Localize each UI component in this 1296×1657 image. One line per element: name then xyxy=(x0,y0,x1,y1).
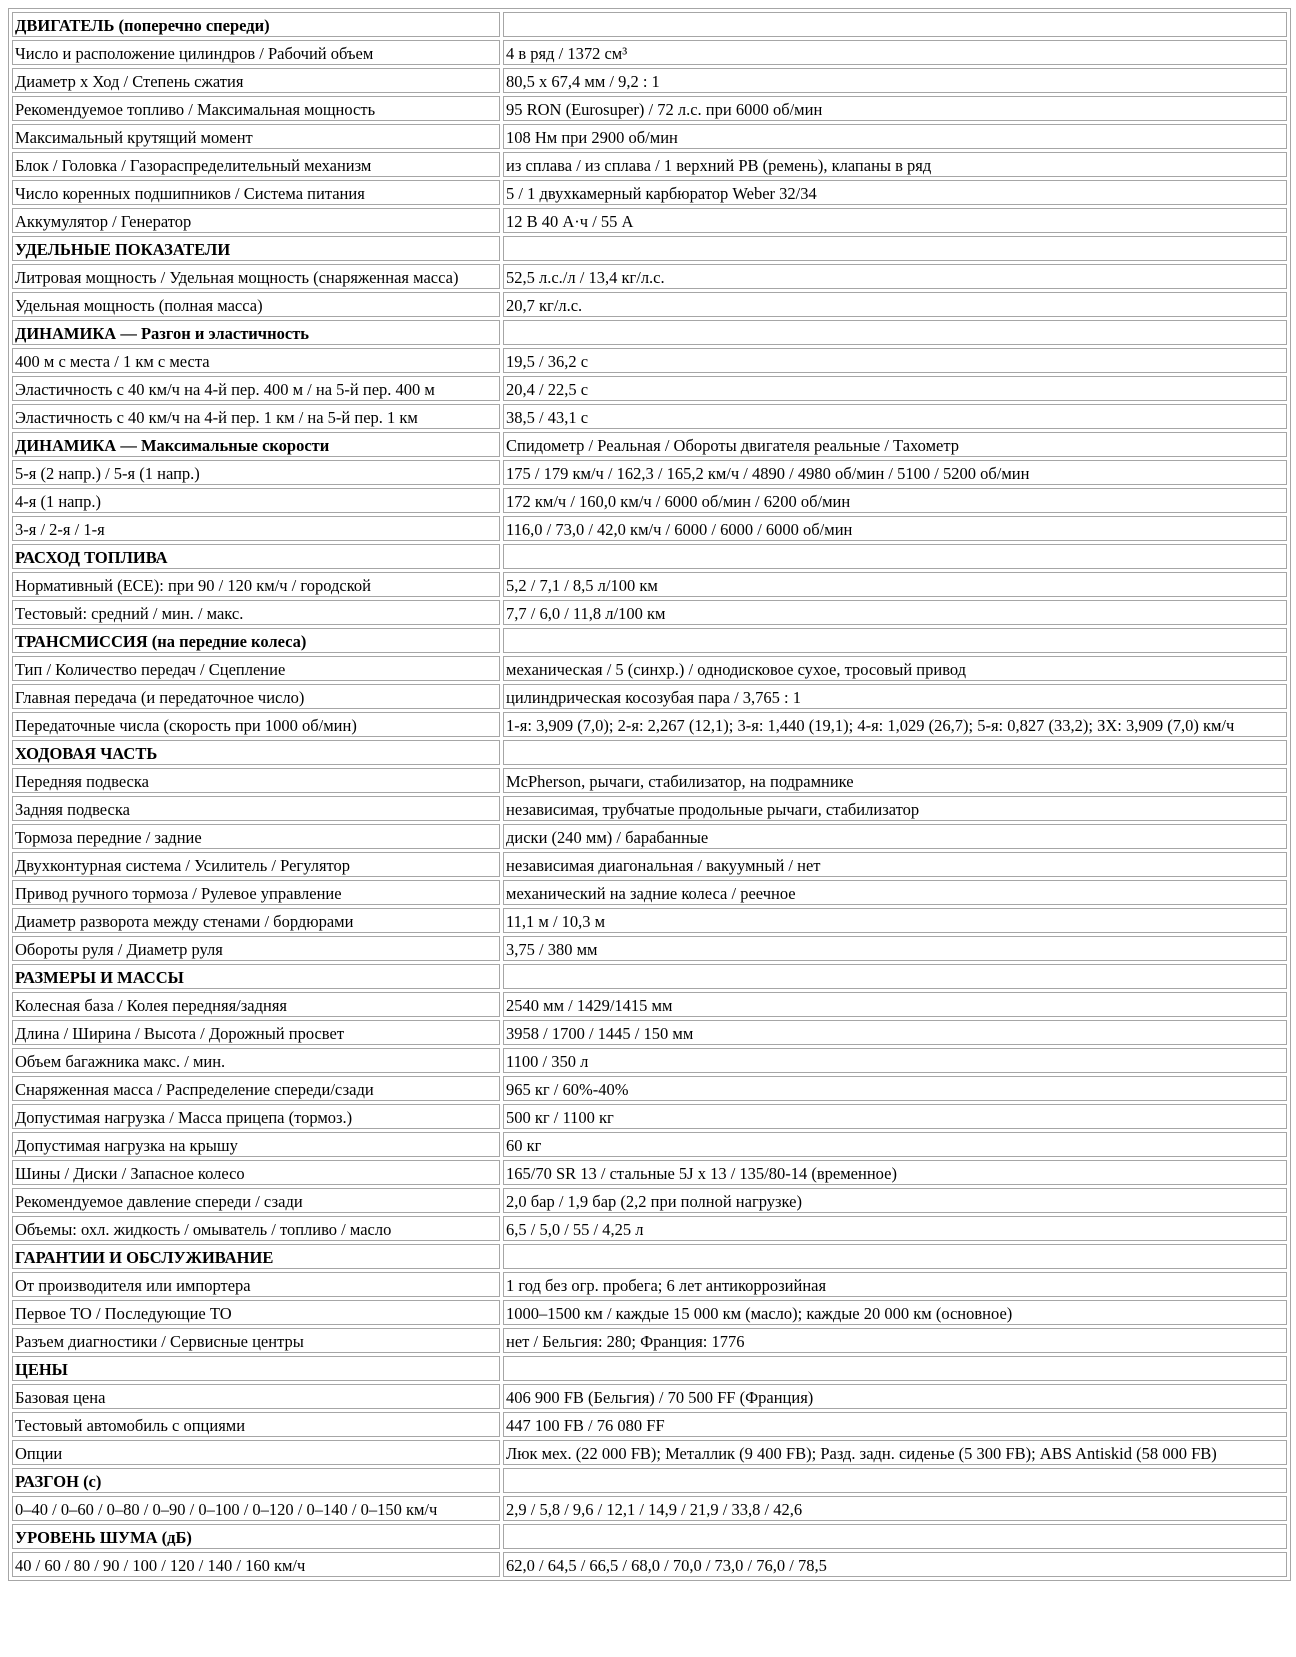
table-row xyxy=(12,152,1287,177)
row-label: Тормоза передние / задние xyxy=(12,824,500,849)
table-row xyxy=(12,1216,1287,1241)
table-row xyxy=(12,1104,1287,1129)
row-value: 3958 / 1700 / 1445 / 150 мм xyxy=(503,1020,1287,1045)
row-value: 500 кг / 1100 кг xyxy=(503,1104,1287,1129)
row-label: Нормативный (ECE): при 90 / 120 км/ч / городской xyxy=(12,572,500,597)
row-value: механическая / 5 (синхр.) / однодисковое сухое, тросовый привод xyxy=(503,656,1287,681)
table-row xyxy=(12,1160,1287,1185)
row-value: 2,9 / 5,8 / 9,6 / 12,1 / 14,9 / 21,9 / 33,8 / 42,6 xyxy=(503,1496,1287,1521)
section-value xyxy=(503,1524,1287,1549)
row-label: Колесная база / Колея передняя/задняя xyxy=(12,992,500,1017)
row-value: 1000–1500 км / каждые 15 000 км (масло); каждые 20 000 км (основное) xyxy=(503,1300,1287,1325)
row-label: Обороты руля / Диаметр руля xyxy=(12,936,500,961)
row-label: Привод ручного тормоза / Рулевое управление xyxy=(12,880,500,905)
table-row xyxy=(12,124,1287,149)
row-value: 2540 мм / 1429/1415 мм xyxy=(503,992,1287,1017)
row-value: цилиндрическая косозубая пара / 3,765 : 1 xyxy=(503,684,1287,709)
row-value: 11,1 м / 10,3 м xyxy=(503,908,1287,933)
row-value: 965 кг / 60%-40% xyxy=(503,1076,1287,1101)
table-row xyxy=(12,684,1287,709)
row-value: 108 Нм при 2900 об/мин xyxy=(503,124,1287,149)
row-label: Рекомендуемое давление спереди / сзади xyxy=(12,1188,500,1213)
table-row xyxy=(12,572,1287,597)
table-row xyxy=(12,40,1287,65)
row-label: Шины / Диски / Запасное колесо xyxy=(12,1160,500,1185)
row-label: Аккумулятор / Генератор xyxy=(12,208,500,233)
row-value: 172 км/ч / 160,0 км/ч / 6000 об/мин / 6200 об/мин xyxy=(503,488,1287,513)
section-title: ДИНАМИКА — Максимальные скорости xyxy=(12,432,500,457)
row-value: диски (240 мм) / барабанные xyxy=(503,824,1287,849)
table-row xyxy=(12,96,1287,121)
row-label: Литровая мощность / Удельная мощность (снаряженная масса) xyxy=(12,264,500,289)
row-value: 1-я: 3,909 (7,0); 2-я: 2,267 (12,1); 3-я: 1,440 (19,1); 4-я: 1,029 (26,7); 5-я: 0,827 (33,2); ЗХ: 3,909 (7,0) км/ч xyxy=(503,712,1287,737)
row-label: Длина / Ширина / Высота / Дорожный просвет xyxy=(12,1020,500,1045)
table-row xyxy=(12,1076,1287,1101)
table-row xyxy=(12,1384,1287,1409)
table-row xyxy=(12,712,1287,737)
row-label: Базовая цена xyxy=(12,1384,500,1409)
row-value: независимая, трубчатые продольные рычаги, стабилизатор xyxy=(503,796,1287,821)
table-row xyxy=(12,1188,1287,1213)
section-value xyxy=(503,1468,1287,1493)
row-value: 20,7 кг/л.с. xyxy=(503,292,1287,317)
section-value xyxy=(503,628,1287,653)
table-row xyxy=(12,1440,1287,1465)
row-label: Разъем диагностики / Сервисные центры xyxy=(12,1328,500,1353)
section-title: ХОДОВАЯ ЧАСТЬ xyxy=(12,740,500,765)
table-row xyxy=(12,376,1287,401)
row-value: независимая диагональная / вакуумный / нет xyxy=(503,852,1287,877)
row-label: Задняя подвеска xyxy=(12,796,500,821)
row-label: Передняя подвеска xyxy=(12,768,500,793)
table-row xyxy=(12,404,1287,429)
row-label: Диаметр разворота между стенами / бордюрами xyxy=(12,908,500,933)
table-row xyxy=(12,908,1287,933)
row-value: 60 кг xyxy=(503,1132,1287,1157)
section-header-row xyxy=(12,236,1287,261)
row-value: 116,0 / 73,0 / 42,0 км/ч / 6000 / 6000 / 6000 об/мин xyxy=(503,516,1287,541)
section-header-row xyxy=(12,1468,1287,1493)
row-label: 40 / 60 / 80 / 90 / 100 / 120 / 140 / 160 км/ч xyxy=(12,1552,500,1577)
row-label: Удельная мощность (полная масса) xyxy=(12,292,500,317)
section-value xyxy=(503,12,1287,37)
section-value xyxy=(503,1244,1287,1269)
row-value: 38,5 / 43,1 с xyxy=(503,404,1287,429)
section-title: ЦЕНЫ xyxy=(12,1356,500,1381)
row-value: 406 900 FB (Бельгия) / 70 500 FF (Франция) xyxy=(503,1384,1287,1409)
row-value: 3,75 / 380 мм xyxy=(503,936,1287,961)
table-row xyxy=(12,796,1287,821)
row-value: механический на задние колеса / реечное xyxy=(503,880,1287,905)
row-value: 447 100 FB / 76 080 FF xyxy=(503,1412,1287,1437)
row-label: Объемы: охл. жидкость / омыватель / топливо / масло xyxy=(12,1216,500,1241)
table-row xyxy=(12,824,1287,849)
section-title: УРОВЕНЬ ШУМА (дБ) xyxy=(12,1524,500,1549)
table-row xyxy=(12,488,1287,513)
row-label: Допустимая нагрузка на крышу xyxy=(12,1132,500,1157)
section-header-row xyxy=(12,628,1287,653)
table-row xyxy=(12,1048,1287,1073)
table-row xyxy=(12,1328,1287,1353)
row-label: Диаметр x Ход / Степень сжатия xyxy=(12,68,500,93)
section-header-row xyxy=(12,12,1287,37)
section-header-row xyxy=(12,1244,1287,1269)
table-row xyxy=(12,264,1287,289)
section-value xyxy=(503,320,1287,345)
section-header-row xyxy=(12,544,1287,569)
row-label: Передаточные числа (скорость при 1000 об/мин) xyxy=(12,712,500,737)
section-title: УДЕЛЬНЫЕ ПОКАЗАТЕЛИ xyxy=(12,236,500,261)
section-value xyxy=(503,1356,1287,1381)
row-value: 165/70 SR 13 / стальные 5J x 13 / 135/80-14 (временное) xyxy=(503,1160,1287,1185)
table-row xyxy=(12,68,1287,93)
table-row xyxy=(12,1552,1287,1577)
table-row xyxy=(12,460,1287,485)
row-label: Тестовый автомобиль с опциями xyxy=(12,1412,500,1437)
section-value: Спидометр / Реальная / Обороты двигателя реальные / Тахометр xyxy=(503,432,1287,457)
section-title: ГАРАНТИИ И ОБСЛУЖИВАНИЕ xyxy=(12,1244,500,1269)
table-row xyxy=(12,936,1287,961)
row-label: Объем багажника макс. / мин. xyxy=(12,1048,500,1073)
row-value: 1 год без огр. пробега; 6 лет антикоррозийная xyxy=(503,1272,1287,1297)
table-row xyxy=(12,600,1287,625)
section-header-row xyxy=(12,320,1287,345)
row-label: Двухконтурная система / Усилитель / Регулятор xyxy=(12,852,500,877)
row-value: 175 / 179 км/ч / 162,3 / 165,2 км/ч / 4890 / 4980 об/мин / 5100 / 5200 об/мин xyxy=(503,460,1287,485)
section-header-row xyxy=(12,740,1287,765)
section-title: ТРАНСМИССИЯ (на передние колеса) xyxy=(12,628,500,653)
row-label: Главная передача (и передаточное число) xyxy=(12,684,500,709)
row-label: Тестовый: средний / мин. / макс. xyxy=(12,600,500,625)
row-value: 12 В 40 А·ч / 55 А xyxy=(503,208,1287,233)
row-value: 80,5 x 67,4 мм / 9,2 : 1 xyxy=(503,68,1287,93)
table-row xyxy=(12,1300,1287,1325)
table-row xyxy=(12,1132,1287,1157)
row-value: 19,5 / 36,2 с xyxy=(503,348,1287,373)
table-row xyxy=(12,208,1287,233)
table-row xyxy=(12,768,1287,793)
row-label: 400 м с места / 1 км с места xyxy=(12,348,500,373)
section-title: РАСХОД ТОПЛИВА xyxy=(12,544,500,569)
section-title: ДВИГАТЕЛЬ (поперечно спереди) xyxy=(12,12,500,37)
row-value: 20,4 / 22,5 с xyxy=(503,376,1287,401)
specifications-table-body xyxy=(12,12,1287,1577)
section-header-row xyxy=(12,432,1287,457)
row-value: 52,5 л.с./л / 13,4 кг/л.с. xyxy=(503,264,1287,289)
section-value xyxy=(503,964,1287,989)
table-row xyxy=(12,1272,1287,1297)
row-label: 4-я (1 напр.) xyxy=(12,488,500,513)
section-header-row xyxy=(12,964,1287,989)
row-label: От производителя или импортера xyxy=(12,1272,500,1297)
section-header-row xyxy=(12,1524,1287,1549)
row-value: 6,5 / 5,0 / 55 / 4,25 л xyxy=(503,1216,1287,1241)
row-value: 5 / 1 двухкамерный карбюратор Weber 32/34 xyxy=(503,180,1287,205)
row-label: Первое ТО / Последующие ТО xyxy=(12,1300,500,1325)
section-title: РАЗГОН (с) xyxy=(12,1468,500,1493)
row-label: Число коренных подшипников / Система питания xyxy=(12,180,500,205)
table-row xyxy=(12,348,1287,373)
table-row xyxy=(12,1412,1287,1437)
section-header-row xyxy=(12,1356,1287,1381)
table-row xyxy=(12,180,1287,205)
row-label: Число и расположение цилиндров / Рабочий объем xyxy=(12,40,500,65)
table-row xyxy=(12,1020,1287,1045)
row-label: Максимальный крутящий момент xyxy=(12,124,500,149)
table-row xyxy=(12,516,1287,541)
row-label: Опции xyxy=(12,1440,500,1465)
table-row xyxy=(12,880,1287,905)
section-title: ДИНАМИКА — Разгон и эластичность xyxy=(12,320,500,345)
row-label: Блок / Головка / Газораспределительный механизм xyxy=(12,152,500,177)
row-label: Тип / Количество передач / Сцепление xyxy=(12,656,500,681)
row-value: из сплава / из сплава / 1 верхний РВ (ремень), клапаны в ряд xyxy=(503,152,1287,177)
row-label: 5-я (2 напр.) / 5-я (1 напр.) xyxy=(12,460,500,485)
row-value: 5,2 / 7,1 / 8,5 л/100 км xyxy=(503,572,1287,597)
row-value: 2,0 бар / 1,9 бар (2,2 при полной нагрузке) xyxy=(503,1188,1287,1213)
row-value: 62,0 / 64,5 / 66,5 / 68,0 / 70,0 / 73,0 / 76,0 / 78,5 xyxy=(503,1552,1287,1577)
section-value xyxy=(503,236,1287,261)
table-row xyxy=(12,656,1287,681)
row-value: McPherson, рычаги, стабилизатор, на подрамнике xyxy=(503,768,1287,793)
table-row xyxy=(12,852,1287,877)
row-value: Люк мех. (22 000 FB); Металлик (9 400 FB); Разд. задн. сиденье (5 300 FB); ABS Antiskid (58 000 FB) xyxy=(503,1440,1287,1465)
section-value xyxy=(503,544,1287,569)
row-label: Снаряженная масса / Распределение спереди/сзади xyxy=(12,1076,500,1101)
specifications-table xyxy=(8,8,1291,1581)
section-title: РАЗМЕРЫ И МАССЫ xyxy=(12,964,500,989)
row-value: 4 в ряд / 1372 см³ xyxy=(503,40,1287,65)
table-row xyxy=(12,1496,1287,1521)
row-label: Рекомендуемое топливо / Максимальная мощность xyxy=(12,96,500,121)
row-value: 95 RON (Eurosuper) / 72 л.с. при 6000 об/мин xyxy=(503,96,1287,121)
row-label: Допустимая нагрузка / Масса прицепа (тормоз.) xyxy=(12,1104,500,1129)
table-row xyxy=(12,292,1287,317)
row-label: 0–40 / 0–60 / 0–80 / 0–90 / 0–100 / 0–120 / 0–140 / 0–150 км/ч xyxy=(12,1496,500,1521)
table-row xyxy=(12,992,1287,1017)
row-value: 7,7 / 6,0 / 11,8 л/100 км xyxy=(503,600,1287,625)
row-label: Эластичность с 40 км/ч на 4-й пер. 400 м / на 5-й пер. 400 м xyxy=(12,376,500,401)
row-value: 1100 / 350 л xyxy=(503,1048,1287,1073)
row-value: нет / Бельгия: 280; Франция: 1776 xyxy=(503,1328,1287,1353)
row-label: 3-я / 2-я / 1-я xyxy=(12,516,500,541)
row-label: Эластичность с 40 км/ч на 4-й пер. 1 км / на 5-й пер. 1 км xyxy=(12,404,500,429)
section-value xyxy=(503,740,1287,765)
